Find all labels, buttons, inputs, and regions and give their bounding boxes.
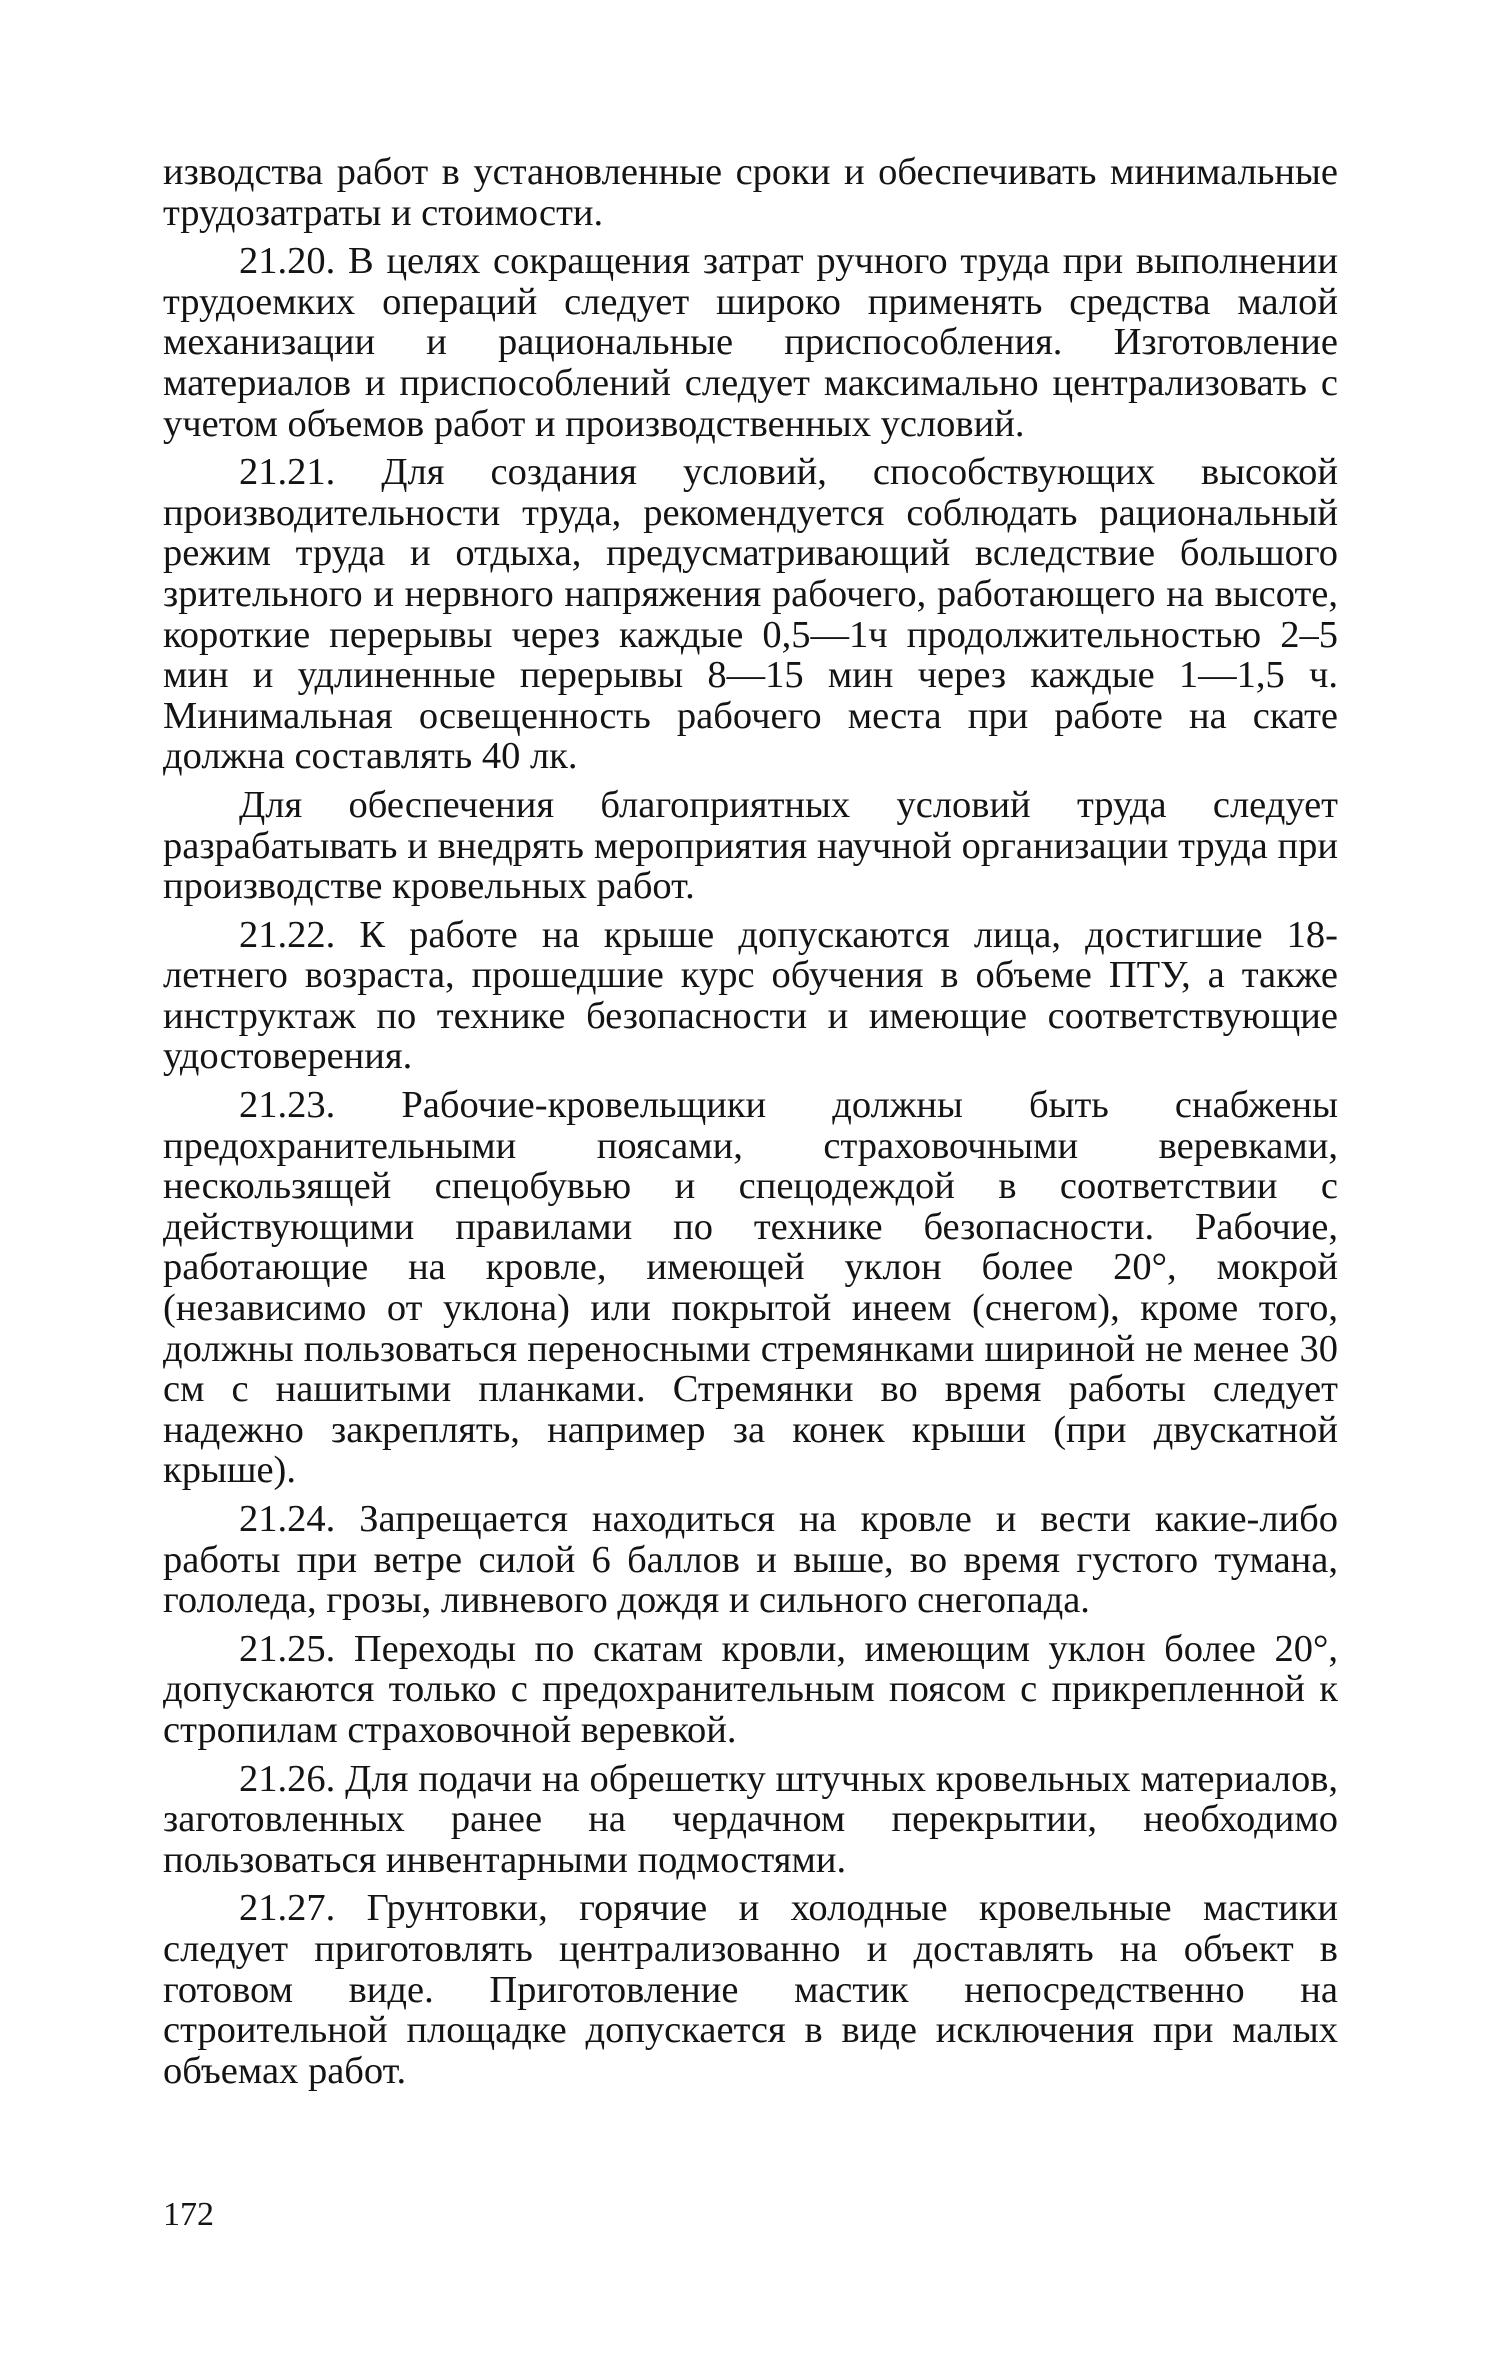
paragraph-number: 21.21. [239, 451, 336, 494]
paragraph-text: Рабочие-кровельщики должны быть снабжены предохранительными поясами, страховочными веревками, нескользящей спецобувью и спецодеждой в соответствии с действующими правилами по технике безопасности. Рабочие, работающие на кровле, имеющей уклон более 20°, мокрой (независимо от уклона) или покрытой инеем (снегом), кроме того, должны пользоваться переносными стремянками шириной не менее 30 см с нашитыми планками. Стремянки во время работы следует надежно закреплять, например за конек крыши (при двускатной крыше). [163, 1084, 1338, 1492]
paragraph-text: Грунтовки, горячие и холодные кровельные мастики следует приготовлять централизованно и доставлять на объект в готовом виде. Приготовление мастик непосредственно на строительной площадке допускается в виде исключения при малых объемах работ. [163, 1887, 1339, 2092]
paragraph-number: 21.20. [239, 240, 336, 283]
paragraph-21-21 [163, 452, 1338, 777]
body-text [163, 152, 1338, 2099]
paragraph-text: Для подачи на обрешетку штучных кровельных материалов, заготовленных ранее на чердачном перекрытии, необходимо пользоваться инвентарными подмостями. [163, 1757, 1338, 1881]
paragraph-text: Для обеспечения благоприятных условий труда следует разрабатывать и внедрять мероприятия научной организации труда при производстве кровельных работ. [163, 783, 1338, 908]
paragraph-unnumbered [163, 785, 1338, 907]
paragraph-text: Запрещается находиться на кровле и вести какие-либо работы при ветре силой 6 баллов и выше, во время густого тумана, гололеда, грозы, ливневого дождя и сильного снегопада. [163, 1498, 1339, 1622]
paragraph-21-27 [163, 1888, 1338, 2091]
paragraph-21-23 [163, 1085, 1338, 1491]
paragraph-number: 21.27. [239, 1887, 336, 1930]
paragraph-continuation [163, 152, 1338, 233]
paragraph-text: В целях сокращения затрат ручного труда при выполнении трудоемких операций следует широко применять средства малой механизации и рациональные приспособления. Изготовление материалов и приспособлений следует максимально централизовать с учетом объемов работ и производственных условий. [163, 240, 1339, 445]
paragraph-number: 21.24. [239, 1498, 336, 1540]
paragraph-21-26 [163, 1759, 1338, 1881]
paragraph-21-20 [163, 241, 1338, 444]
paragraph-21-25 [163, 1629, 1338, 1751]
paragraph-text: К работе на крыше допускаются лица, достигшие 18-летнего возраста, прошедшие курс обучения в объеме ПТУ, а также инструктаж по технике безопасности и имеющие соответствующие удостоверения. [163, 913, 1338, 1078]
paragraph-21-22 [163, 915, 1338, 1077]
paragraph-number: 21.22. [239, 913, 336, 956]
paragraph-number: 21.23. [239, 1084, 336, 1127]
paragraph-number: 21.25. [239, 1627, 336, 1670]
page-number: 172 [163, 2196, 214, 2233]
paragraph-text: изводства работ в установленные сроки и обеспечивать минимальные трудозатраты и стоимости. [163, 151, 1338, 234]
paragraph-text: Переходы по скатам кровли, имеющим уклон более 20°, допускаются только с предохранительным поясом с прикрепленной к стропилам страховочной веревкой. [163, 1627, 1338, 1751]
paragraph-21-24 [163, 1499, 1338, 1621]
paragraph-number: 21.26. [239, 1757, 336, 1800]
paragraph-text: Для создания условий, способствующих высокой производительности труда, рекомендуется соблюдать рациональный режим труда и отдыха, предусматривающий вследствие большого зрительного и нервного напряжения рабочего, работающего на высоте, короткие перерывы через каждые 0,5—1ч продолжительностью 2–5 мин и удлиненные перерывы 8—15 мин через каждые 1—1,5 ч. Минимальная освещенность рабочего места при работе на скате должна составлять 40 лк. [163, 451, 1338, 778]
